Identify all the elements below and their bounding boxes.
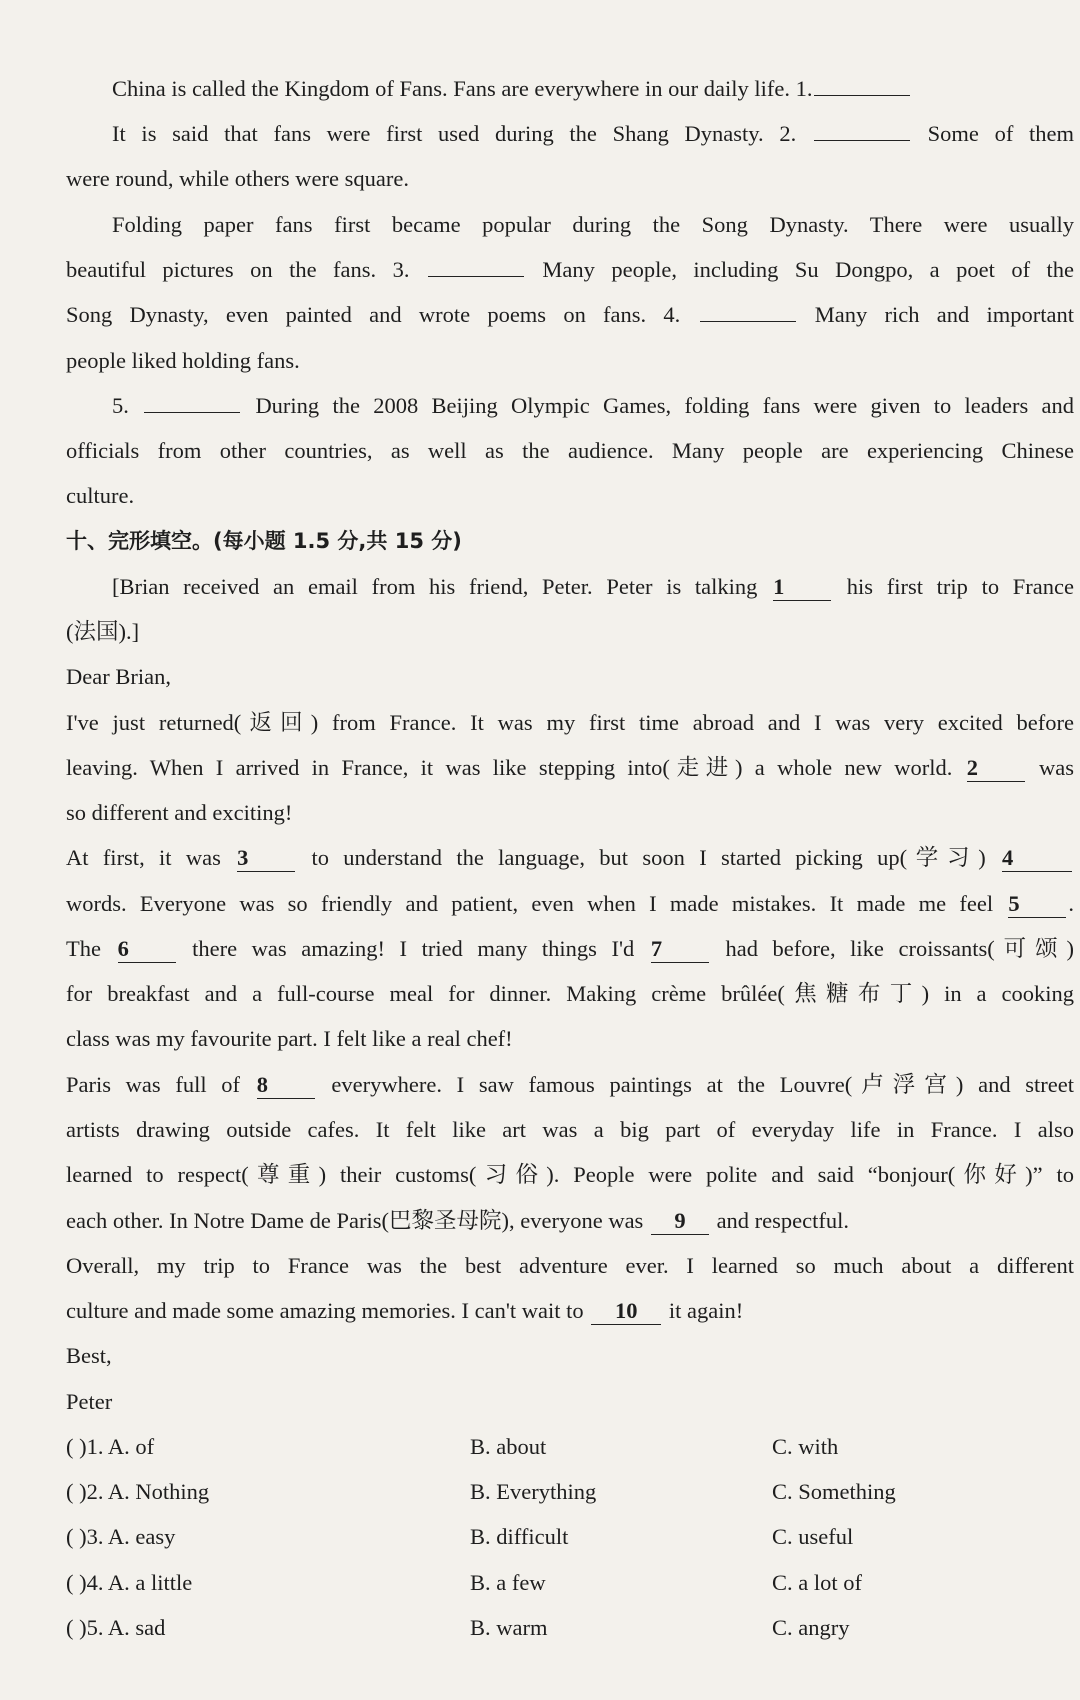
question-option-a[interactable]: ( )3. A. easy <box>66 1524 176 1549</box>
cloze-blank-1[interactable]: 1 <box>773 574 831 601</box>
question-option-a[interactable]: ( )4. A. a little <box>66 1570 193 1595</box>
email-line: At first, it was 3 to understand the language, but soon I started picking up(学习) 4 <box>66 843 1074 873</box>
answer-blank-4[interactable] <box>700 321 796 322</box>
cloze-blank-2[interactable]: 2 <box>967 755 1025 782</box>
email-line: words. Everyone was so friendly and patient, even when I made mistakes. It made me feel 5 . <box>66 891 1075 916</box>
cloze-blank-9[interactable]: 9 <box>651 1208 709 1235</box>
email-line: culture and made some amazing memories. I can't wait to 10 it again! <box>66 1298 744 1323</box>
passage-line: people liked holding fans. <box>66 348 300 373</box>
cloze-blank-8[interactable]: 8 <box>257 1072 315 1099</box>
question-option-a[interactable]: ( )1. A. of <box>66 1434 155 1459</box>
email-line: class was my favourite part. I felt like a real chef! <box>66 1026 513 1051</box>
passage-line: Song Dynasty, even painted and wrote poems on fans. 4. Many rich and important <box>66 302 1074 327</box>
passage-line: China is called the Kingdom of Fans. Fans are everywhere in our daily life. 1. <box>112 74 1074 104</box>
question-option-b[interactable]: B. difficult <box>470 1524 569 1549</box>
question-option-c[interactable]: C. Something <box>772 1479 896 1504</box>
answer-blank-1[interactable] <box>814 95 910 96</box>
cloze-blank-6[interactable]: 6 <box>118 936 176 963</box>
answer-blank-3[interactable] <box>428 276 524 277</box>
answer-blank-5[interactable] <box>144 412 240 413</box>
passage-line: Folding paper fans first became popular during the Song Dynasty. There were usually <box>112 212 1074 237</box>
question-option-c[interactable]: C. useful <box>772 1524 854 1549</box>
question-option-b[interactable]: B. warm <box>470 1615 548 1640</box>
cloze-blank-7[interactable]: 7 <box>651 936 709 963</box>
question-option-b[interactable]: B. a few <box>470 1570 546 1595</box>
email-line: each other. In Notre Dame de Paris(巴黎圣母院), everyone was 9 and respectful. <box>66 1208 850 1233</box>
question-option-c[interactable]: C. with <box>772 1434 839 1459</box>
passage-line: were round, while others were square. <box>66 166 409 191</box>
email-signature: Peter <box>66 1389 113 1414</box>
question-option-b[interactable]: B. Everything <box>470 1479 597 1504</box>
cloze-blank-5[interactable]: 5 <box>1008 891 1066 918</box>
email-line: artists drawing outside cafes. It felt like art was a big part of everyday life in France. I also <box>66 1117 1074 1142</box>
answer-blank-2[interactable] <box>814 140 910 141</box>
question-option-a[interactable]: ( )2. A. Nothing <box>66 1479 210 1504</box>
email-line: for breakfast and a full-course meal for dinner. Making crème brûlée(焦糖布丁) in a cooking <box>66 981 1074 1006</box>
email-line: learned to respect(尊重) their customs(习俗). People were polite and said “bonjour(你好)” to <box>66 1162 1074 1187</box>
email-line: I've just returned(返回) from France. It was my first time abroad and I was very excited before <box>66 710 1074 735</box>
question-option-a[interactable]: ( )5. A. sad <box>66 1615 166 1640</box>
passage-line: It is said that fans were first used during the Shang Dynasty. 2. Some of them <box>112 121 1075 146</box>
cloze-intro-cont: (法国).] <box>66 619 140 644</box>
email-line: The 6 there was amazing! I tried many things I'd 7 had before, like croissants(可颂) <box>66 936 1075 961</box>
passage-line: culture. <box>66 483 135 508</box>
email-greeting: Dear Brian, <box>66 664 171 689</box>
passage-line: beautiful pictures on the fans. 3. Many people, including Su Dongpo, a poet of the <box>66 257 1075 282</box>
passage-line: officials from other countries, as well as the audience. Many people are experiencing Chinese <box>66 438 1074 463</box>
cloze-blank-10[interactable]: 10 <box>591 1298 661 1325</box>
email-closing: Best, <box>66 1343 112 1368</box>
email-line: Overall, my trip to France was the best adventure ever. I learned so much about a different <box>66 1253 1074 1278</box>
email-line: so different and exciting! <box>66 800 293 825</box>
email-line: leaving. When I arrived in France, it was like stepping into(走进) a whole new world. 2 was <box>66 755 1075 780</box>
cloze-blank-3[interactable]: 3 <box>237 845 295 872</box>
question-option-c[interactable]: C. a lot of <box>772 1570 862 1595</box>
question-option-b[interactable]: B. about <box>470 1434 547 1459</box>
cloze-intro: [Brian received an email from his friend, Peter. Peter is talking 1 his first trip to France <box>112 574 1074 599</box>
cloze-blank-4[interactable]: 4 <box>1002 845 1072 872</box>
passage-line: 5. During the 2008 Beijing Olympic Games, folding fans were given to leaders and <box>112 393 1075 418</box>
question-option-c[interactable]: C. angry <box>772 1615 850 1640</box>
section-heading: 十、完形填空。(每小题 1.5 分,共 15 分) <box>66 529 462 553</box>
email-line: Paris was full of 8 everywhere. I saw famous paintings at the Louvre(卢浮宫) and street <box>66 1072 1075 1097</box>
